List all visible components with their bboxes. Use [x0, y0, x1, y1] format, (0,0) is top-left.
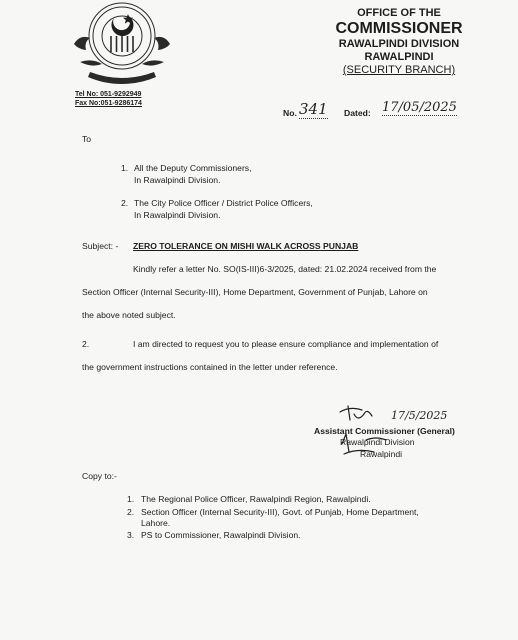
recipient-2-line2: In Rawalpindi Division. — [134, 210, 221, 220]
signature-date: 17/5/2025 — [391, 409, 448, 422]
recipient-2-line1: The City Police Officer / District Police Officers, — [134, 198, 313, 208]
dated-label: Dated: — [344, 108, 371, 118]
recipient-1-line1: All the Deputy Commissioners, — [134, 163, 252, 173]
copy-2-num: 2. — [127, 507, 135, 517]
dated-value: 17/05/2025 — [382, 100, 457, 115]
to-label: To — [82, 134, 92, 144]
para2-num: 2. — [82, 339, 90, 349]
recipient-2-num: 2. — [121, 198, 129, 208]
signatory-title: Assistant Commissioner (General) — [314, 426, 455, 436]
copy-3-line1: PS to Commissioner, Rawalpindi Division. — [141, 530, 301, 540]
subject-label: Subject: - — [82, 241, 119, 251]
signatory-division: Rawalpindi Division — [340, 437, 415, 447]
punjab-emblem-icon — [66, 0, 178, 86]
para1-line2: Section Officer (Internal Security-III), Home Department, Government of Punjab, Lahore on — [82, 287, 428, 297]
subject-text: ZERO TOLERANCE ON MISHI WALK ACROSS PUNJAB — [133, 241, 359, 251]
office-of-the: OFFICE OF THE — [357, 7, 441, 19]
recipient-1-num: 1. — [121, 163, 129, 173]
ref-no-label: No. — [283, 108, 297, 118]
fax-number: Fax No:051-9286174 — [75, 100, 142, 107]
copy-2-line2: Lahore. — [141, 518, 171, 528]
copy-1-line1: The Regional Police Officer, Rawalpindi Region, Rawalpindi. — [141, 494, 371, 504]
copy-to-label: Copy to:- — [82, 471, 117, 481]
commissioner-title: COMMISSIONER — [335, 20, 463, 37]
division-name: RAWALPINDI DIVISION — [338, 38, 460, 50]
para1-line3: the above noted subject. — [82, 310, 176, 320]
copy-1-num: 1. — [127, 494, 135, 504]
city-name: RAWALPINDI — [364, 51, 434, 63]
para2-line1: I am directed to request you to please ensure compliance and implementation of — [133, 339, 439, 349]
recipient-1-line2: In Rawalpindi Division. — [134, 175, 221, 185]
para2-line2: the government instructions contained in the letter under reference. — [82, 362, 338, 372]
copy-2-line1: Section Officer (Internal Security-III), Govt. of Punjab, Home Department, — [141, 507, 419, 517]
branch-name: (SECURITY BRANCH) — [342, 64, 456, 76]
para1-line1: Kindly refer a letter No. SO(IS-III)6-3/2025, dated: 21.02.2024 received from the — [133, 264, 437, 274]
ref-no-value: 341 — [299, 100, 328, 118]
signatory-city: Rawalpindi — [360, 449, 403, 459]
copy-3-num: 3. — [127, 530, 135, 540]
office-header — [324, 7, 474, 77]
tel-number: Tel No: 051-9292949 — [75, 91, 142, 98]
